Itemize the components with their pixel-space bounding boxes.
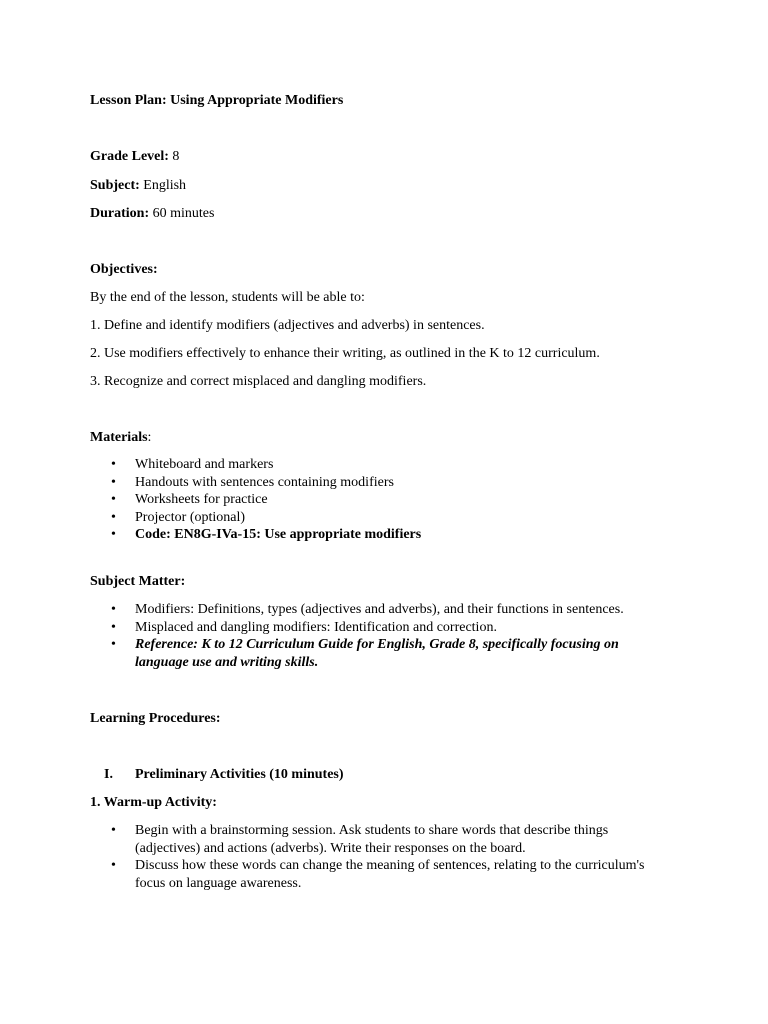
- objective-item: 3. Recognize and correct misplaced and dangling modifiers.: [90, 374, 427, 389]
- bullet-icon: •: [111, 527, 116, 543]
- grade-level-line: [90, 148, 179, 165]
- reference-text: Reference: K to 12 Curriculum Guide for English, Grade 8, specifically focusing on language use and writing skills.: [135, 637, 619, 670]
- subject-line: [90, 177, 186, 194]
- bullet-icon: •: [111, 457, 116, 472]
- bullet-icon: •: [111, 637, 116, 653]
- subject-matter-heading: Subject Matter:: [90, 574, 186, 589]
- list-item: • Worksheets for practice: [111, 492, 268, 508]
- list-item: • Modifiers: Definitions, types (adjectives and adverbs), and their functions in sentences.: [111, 602, 624, 617]
- document-title: Lesson Plan: Using Appropriate Modifiers: [90, 93, 344, 108]
- materials-code: Code: EN8G-IVa-15: Use appropriate modifiers: [135, 527, 422, 543]
- list-item: • Whiteboard and markers: [111, 457, 274, 472]
- objective-item: 2. Use modifiers effectively to enhance their writing, as outlined in the K to 12 curriculum.: [90, 346, 600, 361]
- subject-matter-list: [0, 601, 768, 671]
- section-title: Preliminary Activities (10 minutes): [135, 767, 344, 782]
- learning-procedures-heading: Learning Procedures:: [90, 711, 221, 726]
- materials-heading-line: [90, 429, 151, 446]
- duration-line: [90, 205, 214, 222]
- materials-colon: :: [147, 430, 152, 445]
- list-item: • Projector (optional): [111, 509, 246, 525]
- list-item: [0, 636, 675, 671]
- objective-item: 1. Define and identify modifiers (adjectives and adverbs) in sentences.: [90, 318, 485, 333]
- materials-heading: Materials: [90, 430, 148, 445]
- list-item: • Handouts with sentences containing modifiers: [111, 474, 394, 490]
- bullet-icon: •: [111, 492, 116, 508]
- grade-level-value: 8: [168, 149, 180, 164]
- bullet-icon: •: [111, 602, 116, 617]
- bullet-icon: •: [111, 858, 116, 874]
- objectives-intro: By the end of the lesson, students will be able to:: [90, 290, 365, 305]
- list-item: • Misplaced and dangling modifiers: Identification and correction.: [111, 619, 497, 635]
- duration-label: Duration:: [90, 206, 150, 221]
- objectives-heading: Objectives:: [90, 262, 158, 277]
- bullet-icon: •: [111, 619, 116, 635]
- section-numeral: I.: [104, 767, 113, 782]
- bullet-icon: •: [111, 823, 116, 838]
- list-item: [0, 526, 675, 544]
- bullet-icon: •: [111, 509, 116, 525]
- grade-level-label: Grade Level:: [90, 149, 169, 164]
- bullet-icon: •: [111, 474, 116, 490]
- warmup-list: [0, 822, 768, 892]
- subject-label: Subject:: [90, 178, 140, 193]
- duration-value: 60 minutes: [149, 206, 215, 221]
- subject-value: English: [139, 178, 187, 193]
- list-item: • Discuss how these words can change the meaning of sentences, relating to the curriculum's focus on language awareness.: [111, 858, 645, 891]
- list-item: • Begin with a brainstorming session. Ask students to share words that describe things (adjectives) and actions (adverbs). Write their responses on the board.: [111, 823, 609, 856]
- warmup-heading: 1. Warm-up Activity:: [90, 795, 217, 810]
- materials-list: [0, 456, 768, 544]
